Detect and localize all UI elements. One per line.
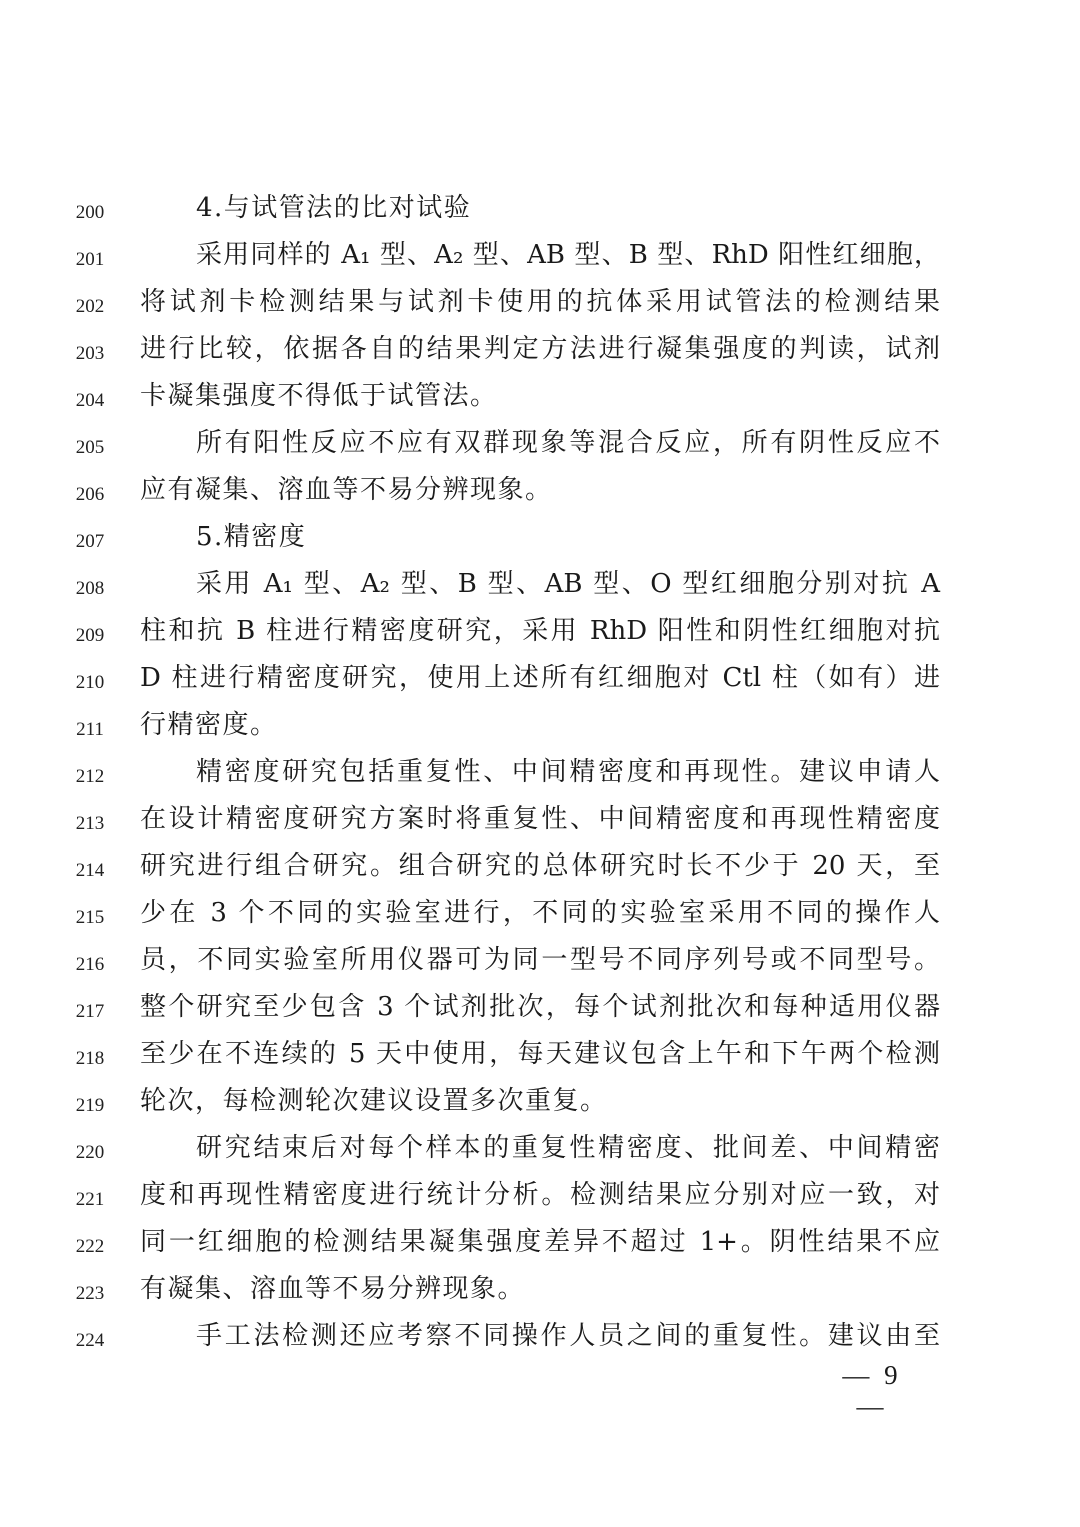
- text-line: [0, 282, 1080, 329]
- line-number: 202: [75, 296, 105, 317]
- line-text: D 柱进行精密度研究，使用上述所有红细胞对 Ctl 柱（如有）进: [140, 663, 940, 693]
- line-number: 201: [75, 249, 105, 270]
- line-text: 度和再现性精密度进行统计分析。检测结果应分别对应一致，对: [140, 1180, 940, 1210]
- line-text: 轮次，每检测轮次建议设置多次重复。: [140, 1086, 608, 1116]
- line-text: 应有凝集、溶血等不易分辨现象。: [140, 475, 553, 505]
- page-number: — 9 —: [842, 1360, 902, 1421]
- line-text: 手工法检测还应考察不同操作人员之间的重复性。建议由至: [196, 1321, 940, 1351]
- text-line: [0, 376, 1080, 423]
- line-number: 203: [75, 343, 105, 364]
- line-number: 209: [75, 625, 105, 646]
- line-number: 200: [75, 202, 105, 223]
- text-line: [0, 940, 1080, 987]
- line-number: 208: [75, 578, 105, 599]
- section-heading: 5.精密度: [196, 522, 307, 552]
- text-line: [0, 1222, 1080, 1269]
- section-heading: 4.与试管法的比对试验: [196, 193, 472, 223]
- text-line: [0, 235, 1080, 282]
- line-number: 206: [75, 484, 105, 505]
- line-number: 223: [75, 1283, 105, 1304]
- line-number: 216: [75, 954, 105, 975]
- text-line: [0, 517, 1080, 564]
- line-text: 采用 A₁ 型、A₂ 型、B 型、AB 型、O 型红细胞分别对抗 A: [196, 569, 940, 599]
- line-text: 采用同样的 A₁ 型、A₂ 型、AB 型、B 型、RhD 阳性红细胞，: [196, 240, 940, 270]
- text-line: [0, 564, 1080, 611]
- text-line: [0, 470, 1080, 517]
- line-text: 进行比较，依据各自的结果判定方法进行凝集强度的判读，试剂: [140, 334, 940, 364]
- line-number: 213: [75, 813, 105, 834]
- text-line: [0, 705, 1080, 752]
- text-line: [0, 846, 1080, 893]
- line-text: 将试剂卡检测结果与试剂卡使用的抗体采用试管法的检测结果: [140, 287, 940, 317]
- line-text: 研究结束后对每个样本的重复性精密度、批间差、中间精密: [196, 1133, 940, 1163]
- line-number: 212: [75, 766, 105, 787]
- line-number: 215: [75, 907, 105, 928]
- text-line: [0, 987, 1080, 1034]
- text-line: [0, 893, 1080, 940]
- line-number: 211: [76, 719, 104, 740]
- text-line: [0, 423, 1080, 470]
- line-text: 同一红细胞的检测结果凝集强度差异不超过 1+。阴性结果不应: [140, 1227, 940, 1257]
- text-line: [0, 1081, 1080, 1128]
- line-number: 221: [75, 1189, 105, 1210]
- text-line: [0, 329, 1080, 376]
- text-line: [0, 1316, 1080, 1363]
- line-text: 员，不同实验室所用仪器可为同一型号不同序列号或不同型号。: [140, 945, 940, 975]
- line-number: 217: [75, 1001, 105, 1022]
- line-number: 218: [75, 1048, 105, 1069]
- line-number: 220: [75, 1142, 105, 1163]
- line-number: 214: [75, 860, 105, 881]
- line-text: 在设计精密度研究方案时将重复性、中间精密度和再现性精密度: [140, 804, 940, 834]
- text-line: [0, 1034, 1080, 1081]
- line-text: 所有阳性反应不应有双群现象等混合反应，所有阴性反应不: [196, 428, 940, 458]
- line-text: 研究进行组合研究。组合研究的总体研究时长不少于 20 天，至: [140, 851, 940, 881]
- line-text: 少在 3 个不同的实验室进行，不同的实验室采用不同的操作人: [140, 898, 940, 928]
- line-text: 有凝集、溶血等不易分辨现象。: [140, 1274, 526, 1304]
- text-line: [0, 611, 1080, 658]
- line-number: 219: [75, 1095, 105, 1116]
- text-line: [0, 188, 1080, 235]
- line-text: 整个研究至少包含 3 个试剂批次，每个试剂批次和每种适用仪器: [140, 992, 940, 1022]
- text-line: [0, 1269, 1080, 1316]
- text-line: [0, 658, 1080, 705]
- line-text: 精密度研究包括重复性、中间精密度和再现性。建议申请人: [196, 757, 940, 787]
- line-number: 207: [75, 531, 105, 552]
- line-text: 卡凝集强度不得低于试管法。: [140, 381, 498, 411]
- text-line: [0, 1128, 1080, 1175]
- line-number: 224: [75, 1330, 105, 1351]
- text-line: [0, 752, 1080, 799]
- text-line: [0, 1175, 1080, 1222]
- text-line: [0, 799, 1080, 846]
- line-number: 222: [75, 1236, 105, 1257]
- line-text: 至少在不连续的 5 天中使用，每天建议包含上午和下午两个检测: [140, 1039, 940, 1069]
- line-number: 204: [75, 390, 105, 411]
- line-text: 柱和抗 B 柱进行精密度研究，采用 RhD 阳性和阴性红细胞对抗: [140, 616, 940, 646]
- line-number: 205: [75, 437, 105, 458]
- line-number: 210: [75, 672, 105, 693]
- line-text: 行精密度。: [140, 710, 278, 740]
